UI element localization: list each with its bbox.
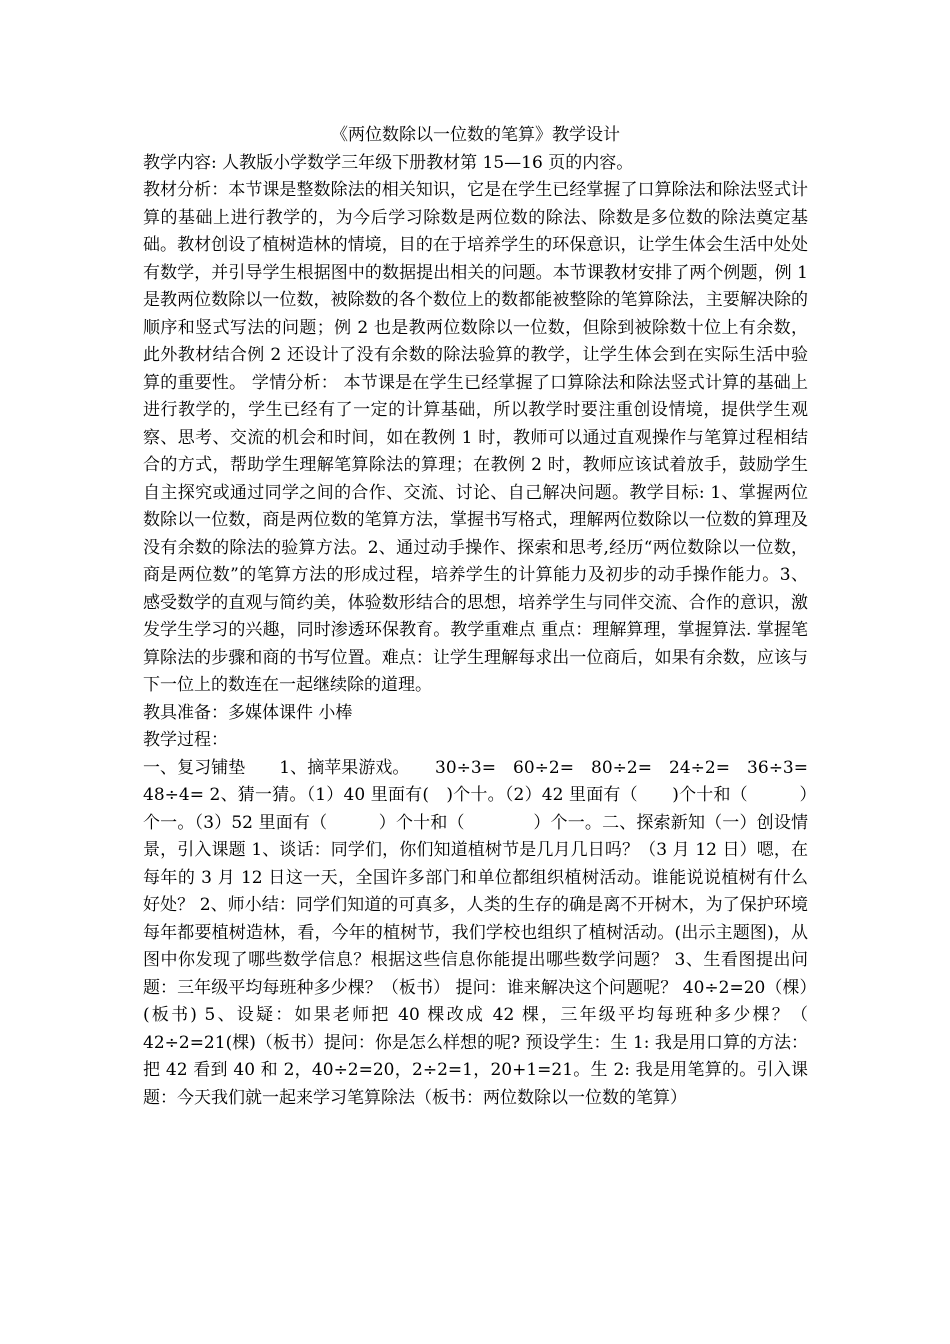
teaching-aids-paragraph: 教具准备：多媒体课件 小棒 <box>143 702 353 723</box>
teaching-process-heading: 教学过程： <box>143 730 228 750</box>
document-title: 《两位数除以一位数的笔算》教学设计 <box>331 125 620 145</box>
teaching-process-paragraph: 一、复习铺垫 1、摘苹果游戏。 30÷3= 60÷2= 80÷2= 24÷2= 36÷3= 48÷4= 2、猜一猜。（1）40 里面有( )个十。（2）42 里面有（ )个十和（ ）个一。（3）52 里面有（ ）个十和（ ）个一。二、探索新知（一）创设情景，引入课题 1、谈话：同学们，你们知道植树节是几月几日吗？（3 月 12 日）嗯，在每年的 3 月 12 日这一天，全国许多部门和单位都组织植树活动。谁能说说植树有什么好处？ 2、师小结：同学们知道的可真多，人类的生存的确是离不开树木，为了保护环境每年都要植树造林，看，今年的植树节，我们学校也组织了植树活动。(出示主题图)，从图中你发现了哪些数学信息？根据这些信息你能提出哪些数学问题？ 3、生看图提出问题：三年级平均每班种多少棵？（板书） 提问：谁来解决这个问题呢？ 40÷2=20（棵）(板书) 5、设疑：如果老师把 40 棵改成 42 棵，三年级平均每班种多少棵？（ 42÷2=21(棵)（板书）提问：你是怎么样想的呢? 预设学生：生 1: 我是用口算的方法：把 42 看到 40 和 2，40÷2=20，2÷2=1，20+1=21。生 2: 我是用笔算的。引入课题：今天我们就一起来学习笔算除法（板书：两位数除以一位数的笔算） <box>143 757 825 1108</box>
document-page <box>143 122 825 1112</box>
analysis-paragraph: 教材分析：本节课是整数除法的相关知识，它是在学生已经掌握了口算除法和除法竖式计算的基础上进行教学的，为今后学习除数是两位数的除法、除数是多位数的除法奠定基础。教材创设了植树造林的情境，目的在于培养学生的环保意识，让学生体会生活中处处有数学，并引导学生根据图中的数据提出相关的问题。本节课教材安排了两个例题，例 1 是教两位数除以一位数，被除数的各个数位上的数都能被整除的笔算除法，主要解决除的顺序和竖式写法的问题；例 2 也是教两位数除以一位数，但除到被除数十位上有余数，此外教材结合例 2 还设计了没有余数的除法验算的教学，让学生体会到在实际生活中验算的重要性。 学情分析： 本节课是在学生已经掌握了口算除法和除法竖式计算的基础上进行教学的，学生已经有了一定的计算基础，所以教学时要注重创设情境，提供学生观察、思考、交流的机会和时间，如在教例 1 时，教师可以通过直观操作与笔算过程相结合的方式，帮助学生理解笔算除法的算理；在教例 2 时，教师应该试着放手，鼓励学生自主探究或通过同学之间的合作、交流、讨论、自己解决问题。教学目标: 1、掌握两位数除以一位数，商是两位数的笔算方法，掌握书写格式，理解两位数除以一位数的算理及没有余数的除法的验算方法。2、通过动手操作、探索和思考,经历“两位数除以一位数，商是两位数”的笔算方法的形成过程，培养学生的计算能力及初步的动手操作能力。3、感受数学的直观与简约美，体验数形结合的思想，培养学生与同伴交流、合作的意识，激发学生学习的兴趣，同时渗透环保教育。教学重难点 重点：理解算理，掌握算法. 掌握笔算除法的步骤和商的书写位置。难点：让学生理解每求出一位商后，如果有余数，应该与下一位上的数连在一起继续除的道理。 <box>143 180 808 695</box>
teaching-content-paragraph: 教学内容: 人教版小学数学三年级下册教材第 15—16 页的内容。 <box>143 152 634 173</box>
